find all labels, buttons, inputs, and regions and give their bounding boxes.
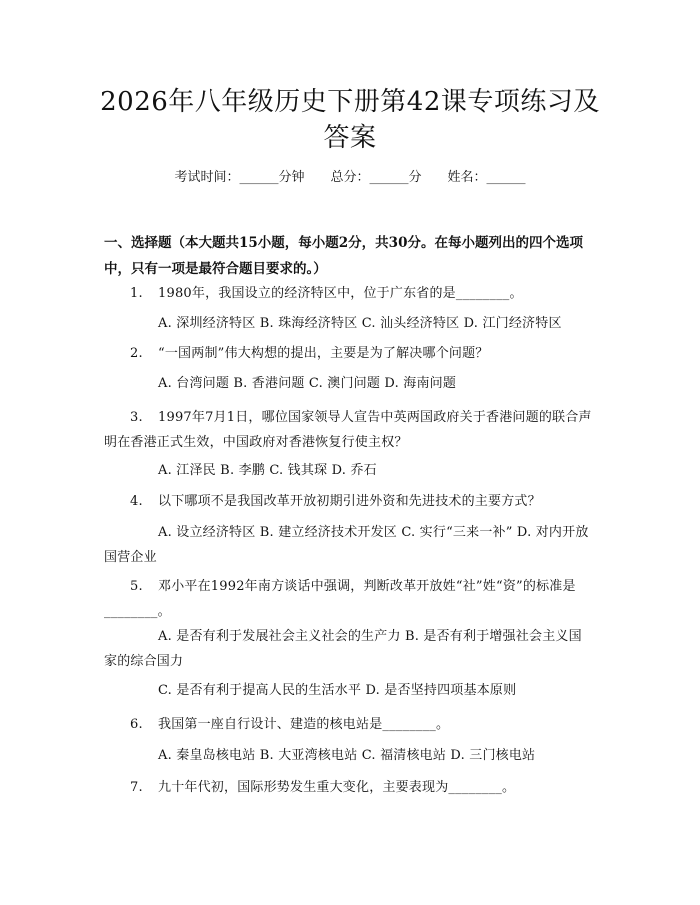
question-number: 3. bbox=[130, 410, 143, 425]
exam-time-label: 考试时间：______分钟 bbox=[174, 170, 305, 185]
question-3 bbox=[104, 405, 594, 455]
question-text: 1980年，我国设立的经济特区中，位于广东省的是________。 bbox=[158, 286, 523, 301]
question-6 bbox=[104, 712, 594, 737]
question-2 bbox=[104, 341, 594, 366]
question-2-options: A. 台湾问题 B. 香港问题 C. 澳门问题 D. 海南问题 bbox=[158, 376, 457, 391]
question-number: 1. bbox=[130, 286, 143, 301]
question-4-options: A. 设立经济特区 B. 建立经济技术开发区 C. 实行“三来一补” D. 对内开放国营企业 bbox=[104, 525, 589, 565]
question-text: “一国两制”伟大构想的提出，主要是为了解决哪个问题？ bbox=[158, 346, 489, 361]
question-number: 5. bbox=[130, 579, 143, 594]
question-text: 邓小平在1992年南方谈话中强调，判断改革开放姓“社”姓“资”的标准是________。 bbox=[104, 579, 576, 619]
question-5-options-a-b: A. 是否有利于发展社会主义社会的生产力 B. 是否有利于增强社会主义国家的综合国力 bbox=[104, 629, 582, 669]
question-4 bbox=[104, 489, 594, 514]
question-number: 6. bbox=[130, 717, 143, 732]
question-text: 我国第一座自行设计、建造的核电站是________。 bbox=[158, 717, 450, 732]
question-5 bbox=[104, 574, 594, 624]
question-number: 2. bbox=[130, 346, 143, 361]
student-name-label: 姓名：______ bbox=[447, 170, 526, 185]
total-score-label: 总分：______分 bbox=[330, 170, 422, 185]
question-1 bbox=[104, 281, 594, 306]
question-1-options: A. 深圳经济特区 B. 珠海经济特区 C. 汕头经济特区 D. 江门经济特区 bbox=[158, 316, 562, 331]
question-text: 九十年代初，国际形势发生重大变化，主要表现为________。 bbox=[158, 780, 516, 795]
question-5-options-c-d: C. 是否有利于提高人民的生活水平 D. 是否坚持四项基本原则 bbox=[158, 683, 517, 698]
section-heading: 一、选择题（本大题共15小题，每小题2分，共30分。在每小题列出的四个选项中，只有一项是最符合题目要求的。） bbox=[104, 235, 583, 277]
question-number: 4. bbox=[130, 494, 143, 509]
question-6-options: A. 秦皇岛核电站 B. 大亚湾核电站 C. 福清核电站 D. 三门核电站 bbox=[158, 748, 536, 763]
question-number: 7. bbox=[130, 780, 143, 795]
question-text: 以下哪项不是我国改革开放初期引进外资和先进技术的主要方式？ bbox=[158, 494, 541, 509]
page-title: 2026年八年级历史下册第42课专项练习及答案 bbox=[100, 87, 600, 153]
exam-info bbox=[0, 169, 700, 187]
question-3-options: A. 江泽民 B. 李鹏 C. 钱其琛 D. 乔石 bbox=[158, 463, 377, 478]
question-7 bbox=[104, 775, 594, 800]
question-text: 1997年7月1日，哪位国家领导人宣告中英两国政府关于香港问题的联合声明在香港正式生效，中国政府对香港恢复行使主权？ bbox=[104, 410, 592, 450]
